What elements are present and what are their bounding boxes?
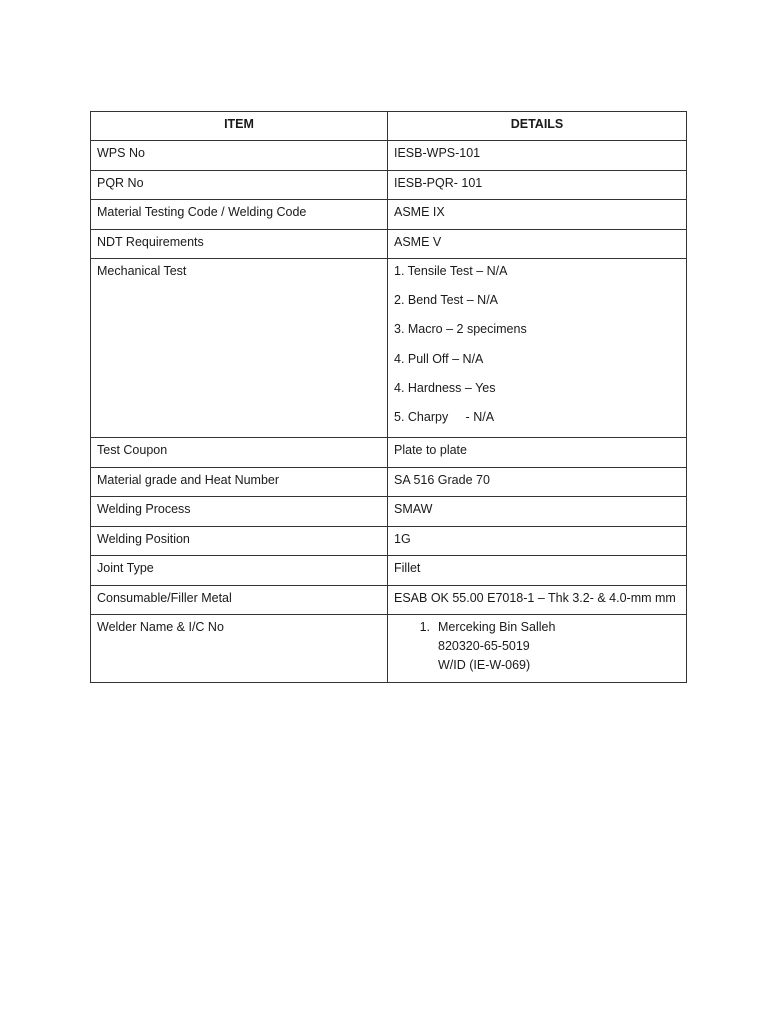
mechanical-test-row: [91, 259, 687, 438]
mechanical-test-line: 4. Pull Off – N/A: [394, 351, 484, 366]
item-cell: Welder Name & I/C No: [91, 615, 388, 683]
details-cell: IESB-WPS-101: [388, 141, 687, 171]
wps-details-table: [90, 111, 687, 683]
details-cell: ASME V: [388, 229, 687, 259]
welder-row: [91, 615, 687, 683]
details-cell: ESAB OK 55.00 E7018-1 – Thk 3.2- & 4.0-mm mm: [388, 585, 687, 615]
details-cell: SMAW: [388, 497, 687, 527]
list-number: 1.: [419, 620, 430, 635]
item-cell: Consumable/Filler Metal: [91, 585, 388, 615]
item-cell: Welding Position: [91, 526, 388, 556]
table-row: [91, 526, 687, 556]
table-row: [91, 200, 687, 230]
details-cell: Fillet: [388, 556, 687, 586]
welder-name: Merceking Bin Salleh: [438, 620, 556, 635]
mechanical-test-line: 1. Tensile Test – N/A: [394, 264, 508, 278]
table-row: [91, 497, 687, 527]
item-cell: Joint Type: [91, 556, 388, 586]
header-item: ITEM: [91, 112, 388, 141]
table-row: [91, 585, 687, 615]
mechanical-test-line: 3. Macro – 2 specimens: [394, 322, 527, 337]
table-row: [91, 438, 687, 468]
welder-list-item: [394, 618, 680, 675]
item-cell: Mechanical Test: [91, 259, 388, 438]
details-cell: IESB-PQR- 101: [388, 170, 687, 200]
item-cell: PQR No: [91, 170, 388, 200]
welder-ic: 820320-65-5019: [438, 639, 530, 654]
welder-details-cell: [388, 615, 687, 683]
table-row: [91, 556, 687, 586]
mechanical-test-line: 5. Charpy - N/A: [394, 409, 495, 424]
details-cell: ASME IX: [388, 200, 687, 230]
details-cell: SA 516 Grade 70: [388, 467, 687, 497]
item-cell: Welding Process: [91, 497, 388, 527]
table-row: [91, 170, 687, 200]
table-row: [91, 229, 687, 259]
table-row: [91, 141, 687, 171]
welder-info: [438, 618, 555, 675]
mechanical-tests-cell: [388, 259, 687, 438]
details-cell: Plate to plate: [388, 438, 687, 468]
mechanical-test-line: 2. Bend Test – N/A: [394, 293, 498, 308]
item-cell: NDT Requirements: [91, 229, 388, 259]
table-header-row: [91, 112, 687, 141]
item-cell: Material grade and Heat Number: [91, 467, 388, 497]
details-cell: 1G: [388, 526, 687, 556]
item-cell: Material Testing Code / Welding Code: [91, 200, 388, 230]
header-details: DETAILS: [388, 112, 687, 141]
item-cell: Test Coupon: [91, 438, 388, 468]
item-cell: WPS No: [91, 141, 388, 171]
welder-id: W/ID (IE-W-069): [438, 658, 531, 673]
mechanical-test-line: 4. Hardness – Yes: [394, 380, 496, 395]
table-row: [91, 467, 687, 497]
